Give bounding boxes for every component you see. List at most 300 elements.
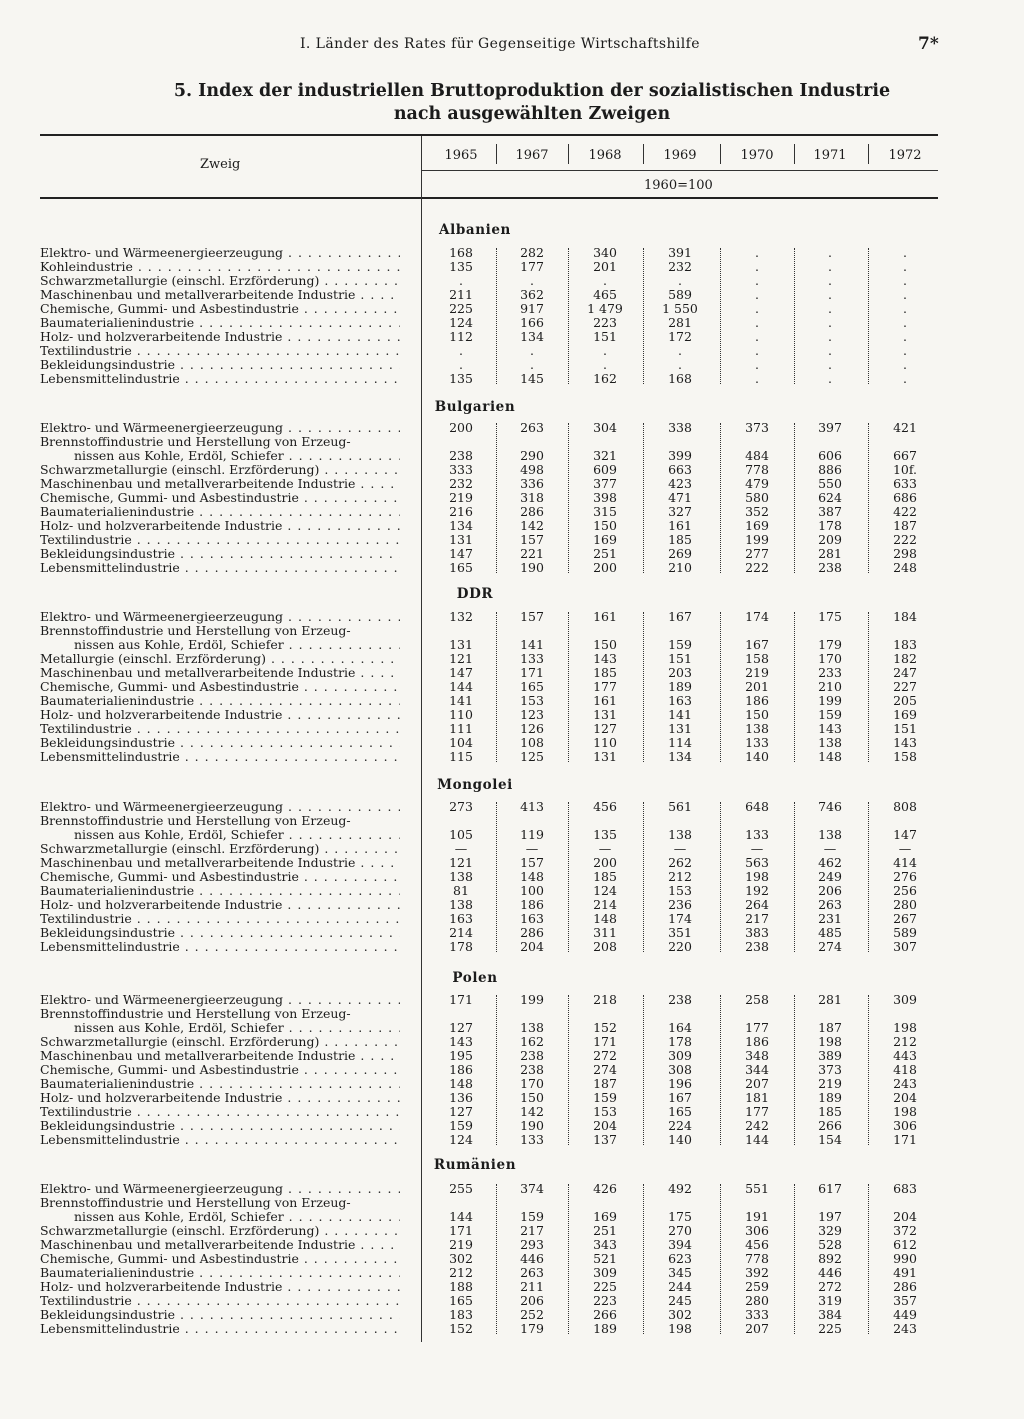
table-cell: — <box>525 841 539 856</box>
table-cell: . <box>755 273 759 288</box>
table-cell: 131 <box>449 532 473 547</box>
table-cell: 169 <box>593 532 617 547</box>
row-label: Baumaterialienindustrie . . . <box>40 505 400 519</box>
table-cell: 236 <box>668 897 692 912</box>
row-label: Lebensmittelindustrie . . . <box>40 372 400 386</box>
table-cell: 179 <box>818 637 842 652</box>
table-cell: 990 <box>893 1251 917 1266</box>
table-cell: 617 <box>818 1181 842 1196</box>
table-cell: 624 <box>818 490 842 505</box>
table-cell: 142 <box>520 1104 544 1119</box>
table-cell: 259 <box>745 1279 769 1294</box>
table-cell: . <box>755 245 759 260</box>
row-label: Elektro- und Wärmeenergieerzeugung . . . <box>40 246 400 260</box>
table-cell: 132 <box>449 609 473 624</box>
table-cell: 124 <box>449 315 473 330</box>
table-cell: 223 <box>593 1293 617 1308</box>
table-cell: — <box>750 841 764 856</box>
table-cell: 143 <box>449 1034 473 1049</box>
table-cell: 373 <box>745 420 769 435</box>
table-cell: 214 <box>593 897 617 912</box>
table-cell: 108 <box>520 735 544 750</box>
table-cell: 623 <box>668 1251 692 1266</box>
country-heading: Polen <box>452 970 498 986</box>
table-cell: 307 <box>893 939 917 954</box>
table-cell: 133 <box>520 651 544 666</box>
row-label: Baumaterialienindustrie . . . <box>40 694 400 708</box>
table-cell: 186 <box>745 693 769 708</box>
table-cell: 165 <box>449 1293 473 1308</box>
table-cell: 163 <box>520 911 544 926</box>
row-label: Textilindustrie . . . <box>40 344 400 358</box>
table-cell: 214 <box>449 925 473 940</box>
table-cell: 158 <box>745 651 769 666</box>
table-cell: 112 <box>449 329 473 344</box>
table-cell: 144 <box>449 1209 473 1224</box>
table-cell: 157 <box>520 855 544 870</box>
table-cell: 171 <box>449 992 473 1007</box>
table-cell: 778 <box>745 462 769 477</box>
row-label: Maschinenbau und metallverarbeitende Industrie . . . <box>40 666 400 680</box>
column-divider <box>868 802 869 952</box>
table-cell: 165 <box>449 560 473 575</box>
table-cell: 449 <box>893 1307 917 1322</box>
table-cell: 159 <box>520 1209 544 1224</box>
table-cell: 131 <box>668 721 692 736</box>
table-cell: 521 <box>593 1251 617 1266</box>
column-divider <box>643 995 644 1145</box>
table-cell: 206 <box>520 1293 544 1308</box>
table-cell: 168 <box>449 245 473 260</box>
table-cell: . <box>755 371 759 386</box>
table-cell: . <box>828 273 832 288</box>
table-cell: 232 <box>668 259 692 274</box>
table-cell: 892 <box>818 1251 842 1266</box>
table-cell: . <box>828 371 832 386</box>
table-cell: 206 <box>818 883 842 898</box>
table-cell: 114 <box>668 735 692 750</box>
table-cell: 256 <box>893 883 917 898</box>
table-cell: 166 <box>520 315 544 330</box>
row-label: Brennstoffindustrie und Herstellung von Erzeug- <box>40 435 351 449</box>
table-cell: 1 479 <box>587 301 623 316</box>
table-cell: 446 <box>520 1251 544 1266</box>
table-cell: 111 <box>449 721 473 736</box>
row-label: Brennstoffindustrie und Herstellung von Erzeug- <box>40 1007 351 1021</box>
table-cell: 263 <box>520 420 544 435</box>
table-cell: 161 <box>593 609 617 624</box>
column-divider <box>643 1184 644 1334</box>
table-cell: 343 <box>593 1237 617 1252</box>
table-cell: . <box>755 259 759 274</box>
table-cell: . <box>755 287 759 302</box>
table-cell: 267 <box>893 911 917 926</box>
table-cell: 263 <box>520 1265 544 1280</box>
table-cell: 589 <box>668 287 692 302</box>
column-divider <box>643 612 644 762</box>
table-cell: 153 <box>668 883 692 898</box>
table-cell: 377 <box>593 476 617 491</box>
row-label: nissen aus Kohle, Erdöl, Schiefer . . . <box>74 449 400 463</box>
base-year-label: 1960=100 <box>644 178 713 193</box>
table-cell: 238 <box>818 560 842 575</box>
table-cell: 141 <box>520 637 544 652</box>
table-cell: 263 <box>818 897 842 912</box>
running-head: I. Länder des Rates für Gegenseitige Wirtschaftshilfe <box>300 36 700 52</box>
table-cell: 219 <box>449 490 473 505</box>
table-cell: . <box>530 273 534 288</box>
table-cell: 372 <box>893 1223 917 1238</box>
table-cell: 446 <box>818 1265 842 1280</box>
table-cell: 414 <box>893 855 917 870</box>
table-cell: 274 <box>593 1062 617 1077</box>
table-cell: 165 <box>668 1104 692 1119</box>
row-label: nissen aus Kohle, Erdöl, Schiefer . . . <box>74 1210 400 1224</box>
table-cell: 633 <box>893 476 917 491</box>
table-cell: 147 <box>893 827 917 842</box>
table-cell: 131 <box>593 707 617 722</box>
table-cell: 471 <box>668 490 692 505</box>
table-cell: 150 <box>520 1090 544 1105</box>
table-cell: 81 <box>453 883 469 898</box>
year-header-1965: 1965 <box>444 148 478 163</box>
table-cell: 249 <box>818 869 842 884</box>
table-cell: 528 <box>818 1237 842 1252</box>
table-cell: 148 <box>593 911 617 926</box>
table-cell: . <box>828 315 832 330</box>
table-cell: 127 <box>593 721 617 736</box>
table-cell: 217 <box>745 911 769 926</box>
table-cell: 315 <box>593 504 617 519</box>
table-cell: 348 <box>745 1048 769 1063</box>
row-label: Baumaterialienindustrie . . . <box>40 1266 400 1280</box>
table-cell: 191 <box>745 1209 769 1224</box>
row-label: Kohleindustrie . . . <box>40 260 400 274</box>
table-cell: 266 <box>818 1118 842 1133</box>
table-cell: . <box>903 371 907 386</box>
table-cell: 223 <box>593 315 617 330</box>
table-cell: 383 <box>745 925 769 940</box>
table-cell: 198 <box>668 1321 692 1336</box>
table-cell: 131 <box>593 749 617 764</box>
table-cell: 198 <box>893 1104 917 1119</box>
row-label: Baumaterialienindustrie . . . <box>40 316 400 330</box>
table-cell: 244 <box>668 1279 692 1294</box>
table-cell: 115 <box>449 749 473 764</box>
row-label: Textilindustrie . . . <box>40 1105 400 1119</box>
table-cell: 609 <box>593 462 617 477</box>
table-cell: 357 <box>893 1293 917 1308</box>
table-cell: 551 <box>745 1181 769 1196</box>
table-cell: 143 <box>893 735 917 750</box>
row-label: Brennstoffindustrie und Herstellung von Erzeug- <box>40 1196 351 1210</box>
table-cell: 148 <box>818 749 842 764</box>
row-label: Elektro- und Wärmeenergieerzeugung . . . <box>40 993 400 1007</box>
column-divider <box>568 612 569 762</box>
table-cell: 152 <box>449 1321 473 1336</box>
table-cell: 211 <box>449 287 473 302</box>
table-cell: 683 <box>893 1181 917 1196</box>
table-cell: 238 <box>449 448 473 463</box>
table-cell: 136 <box>449 1090 473 1105</box>
column-divider <box>568 995 569 1145</box>
table-cell: 157 <box>520 532 544 547</box>
table-cell: 177 <box>593 679 617 694</box>
table-cell: 421 <box>893 420 917 435</box>
table-cell: 426 <box>593 1181 617 1196</box>
table-cell: 255 <box>449 1181 473 1196</box>
table-cell: 286 <box>520 925 544 940</box>
column-divider <box>720 995 721 1145</box>
table-cell: 209 <box>818 532 842 547</box>
table-cell: 308 <box>668 1062 692 1077</box>
table-cell: 182 <box>893 651 917 666</box>
table-cell: 174 <box>745 609 769 624</box>
table-cell: . <box>459 357 463 372</box>
table-cell: 196 <box>668 1076 692 1091</box>
table-cell: 169 <box>593 1209 617 1224</box>
table-cell: 281 <box>818 992 842 1007</box>
row-label: Holz- und holzverarbeitende Industrie . . . <box>40 1091 400 1105</box>
row-label: Chemische, Gummi- und Asbestindustrie . . . <box>40 302 400 316</box>
table-cell: 186 <box>745 1034 769 1049</box>
table-cell: 205 <box>893 693 917 708</box>
table-cell: 104 <box>449 735 473 750</box>
table-cell: . <box>828 245 832 260</box>
table-cell: 189 <box>668 679 692 694</box>
table-cell: 208 <box>593 939 617 954</box>
table-cell: — <box>898 841 912 856</box>
row-label: Bekleidungsindustrie . . . <box>40 1308 400 1322</box>
table-cell: 186 <box>520 897 544 912</box>
column-divider <box>496 1184 497 1334</box>
table-cell: 170 <box>818 651 842 666</box>
row-label: Textilindustrie . . . <box>40 722 400 736</box>
table-cell: 141 <box>668 707 692 722</box>
table-cell: 224 <box>668 1118 692 1133</box>
table-cell: . <box>828 357 832 372</box>
table-cell: 200 <box>449 420 473 435</box>
table-cell: . <box>603 273 607 288</box>
table-cell: 185 <box>668 532 692 547</box>
table-cell: 309 <box>668 1048 692 1063</box>
table-cell: 177 <box>520 259 544 274</box>
column-divider <box>794 423 795 573</box>
table-cell: 133 <box>745 735 769 750</box>
table-cell: 188 <box>449 1279 473 1294</box>
year-header-divider <box>643 144 644 164</box>
table-cell: 232 <box>449 476 473 491</box>
row-label: Maschinenbau und metallverarbeitende Industrie . . . <box>40 288 400 302</box>
table-cell: 423 <box>668 476 692 491</box>
table-cell: 143 <box>593 651 617 666</box>
table-cell: 392 <box>745 1265 769 1280</box>
table-header-bottom-rule <box>40 197 938 199</box>
row-label: Brennstoffindustrie und Herstellung von Erzeug- <box>40 624 351 638</box>
table-cell: 150 <box>745 707 769 722</box>
page-number: 7* <box>918 34 939 54</box>
table-cell: 183 <box>893 637 917 652</box>
column-divider <box>794 995 795 1145</box>
table-cell: 192 <box>745 883 769 898</box>
table-cell: 131 <box>449 637 473 652</box>
table-cell: 167 <box>668 609 692 624</box>
table-cell: 422 <box>893 504 917 519</box>
table-base-rule <box>422 170 938 171</box>
row-label: Maschinenbau und metallverarbeitende Industrie . . . <box>40 477 400 491</box>
table-cell: 248 <box>893 560 917 575</box>
table-cell: 185 <box>593 869 617 884</box>
table-cell: 121 <box>449 855 473 870</box>
table-cell: 399 <box>668 448 692 463</box>
table-cell: 204 <box>893 1209 917 1224</box>
table-cell: 778 <box>745 1251 769 1266</box>
row-label: Chemische, Gummi- und Asbestindustrie . . . <box>40 1252 400 1266</box>
table-cell: 110 <box>593 735 617 750</box>
column-divider <box>720 1184 721 1334</box>
table-cell: 606 <box>818 448 842 463</box>
year-header-divider <box>496 144 497 164</box>
table-cell: 169 <box>893 707 917 722</box>
table-cell: 195 <box>449 1048 473 1063</box>
table-cell: 135 <box>449 371 473 386</box>
table-cell: 187 <box>893 518 917 533</box>
table-cell: . <box>755 301 759 316</box>
row-label: Textilindustrie . . . <box>40 912 400 926</box>
table-cell: 262 <box>668 855 692 870</box>
table-cell: 181 <box>745 1090 769 1105</box>
table-cell: . <box>828 301 832 316</box>
year-header-1969: 1969 <box>663 148 697 163</box>
table-cell: 199 <box>818 693 842 708</box>
table-cell: 161 <box>593 693 617 708</box>
year-header-divider <box>720 144 721 164</box>
row-label: Elektro- und Wärmeenergieerzeugung . . . <box>40 421 400 435</box>
table-cell: 198 <box>818 1034 842 1049</box>
table-cell: . <box>755 357 759 372</box>
column-divider <box>568 423 569 573</box>
table-cell: 302 <box>449 1251 473 1266</box>
table-cell: 321 <box>593 448 617 463</box>
table-cell: 143 <box>818 721 842 736</box>
table-cell: 150 <box>593 518 617 533</box>
table-cell: 298 <box>893 546 917 561</box>
table-cell: . <box>903 329 907 344</box>
table-cell: 362 <box>520 287 544 302</box>
table-cell: 309 <box>893 992 917 1007</box>
table-cell: 352 <box>745 504 769 519</box>
row-label: Textilindustrie . . . <box>40 533 400 547</box>
table-cell: 152 <box>593 1020 617 1035</box>
column-divider <box>794 612 795 762</box>
table-cell: 151 <box>668 651 692 666</box>
table-cell: 290 <box>520 448 544 463</box>
table-cell: 333 <box>745 1307 769 1322</box>
table-cell: 124 <box>449 1132 473 1147</box>
table-cell: 252 <box>520 1307 544 1322</box>
table-cell: 138 <box>449 897 473 912</box>
table-cell: 187 <box>593 1076 617 1091</box>
table-cell: 126 <box>520 721 544 736</box>
table-cell: 238 <box>520 1062 544 1077</box>
table-cell: 123 <box>520 707 544 722</box>
row-label: Bekleidungsindustrie . . . <box>40 358 400 372</box>
row-label: Schwarzmetallurgie (einschl. Erzförderung) . . . <box>40 1224 400 1238</box>
table-cell: 190 <box>520 1118 544 1133</box>
row-label: Lebensmittelindustrie . . . <box>40 1133 400 1147</box>
year-header-1972: 1972 <box>888 148 922 163</box>
table-cell: 227 <box>893 679 917 694</box>
table-cell: . <box>678 343 682 358</box>
table-cell: 336 <box>520 476 544 491</box>
table-cell: 219 <box>745 665 769 680</box>
table-cell: 212 <box>668 869 692 884</box>
table-cell: 178 <box>818 518 842 533</box>
table-title-line1: 5. Index der industriellen Bruttoproduktion der sozialistischen Industrie <box>173 81 891 101</box>
table-cell: 171 <box>520 665 544 680</box>
table-cell: 280 <box>893 897 917 912</box>
table-cell: 179 <box>520 1321 544 1336</box>
row-label: Holz- und holzverarbeitende Industrie . . . <box>40 898 400 912</box>
table-cell: 389 <box>818 1048 842 1063</box>
column-divider <box>868 1184 869 1334</box>
table-cell: 266 <box>593 1307 617 1322</box>
table-cell: 306 <box>893 1118 917 1133</box>
table-cell: 167 <box>745 637 769 652</box>
table-cell: 462 <box>818 855 842 870</box>
table-cell: . <box>903 273 907 288</box>
table-cell: 218 <box>593 992 617 1007</box>
table-cell: 138 <box>745 721 769 736</box>
table-cell: . <box>828 343 832 358</box>
table-cell: . <box>530 343 534 358</box>
table-cell: . <box>459 343 463 358</box>
table-cell: 162 <box>520 1034 544 1049</box>
table-cell: 165 <box>520 679 544 694</box>
country-heading: DDR <box>456 586 494 602</box>
zweig-column-header: Zweig <box>200 157 241 172</box>
table-cell: . <box>828 329 832 344</box>
table-cell: 200 <box>593 855 617 870</box>
table-cell: 127 <box>449 1104 473 1119</box>
table-cell: . <box>903 287 907 302</box>
row-label: Schwarzmetallurgie (einschl. Erzförderung) . . . <box>40 274 400 288</box>
table-cell: 159 <box>668 637 692 652</box>
table-cell: 183 <box>449 1307 473 1322</box>
row-label: Schwarzmetallurgie (einschl. Erzförderung) . . . <box>40 1035 400 1049</box>
table-cell: 151 <box>893 721 917 736</box>
country-heading: Rumänien <box>433 1157 517 1173</box>
row-label: Lebensmittelindustrie . . . <box>40 750 400 764</box>
table-cell: 251 <box>593 546 617 561</box>
row-label: Metallurgie (einschl. Erzförderung) . . . <box>40 652 400 666</box>
table-cell: 221 <box>520 546 544 561</box>
table-cell: 387 <box>818 504 842 519</box>
table-cell: 154 <box>818 1132 842 1147</box>
table-cell: . <box>828 259 832 274</box>
table-cell: 153 <box>593 1104 617 1119</box>
row-label: Lebensmittelindustrie . . . <box>40 1322 400 1336</box>
country-heading: Bulgarien <box>434 399 516 415</box>
table-cell: 186 <box>449 1062 473 1077</box>
table-cell: 282 <box>520 245 544 260</box>
row-label: nissen aus Kohle, Erdöl, Schiefer . . . <box>74 638 400 652</box>
row-label: Maschinenbau und metallverarbeitende Industrie . . . <box>40 1238 400 1252</box>
table-cell: 134 <box>520 329 544 344</box>
row-label: nissen aus Kohle, Erdöl, Schiefer . . . <box>74 1021 400 1035</box>
column-divider <box>794 802 795 952</box>
table-cell: 340 <box>593 245 617 260</box>
